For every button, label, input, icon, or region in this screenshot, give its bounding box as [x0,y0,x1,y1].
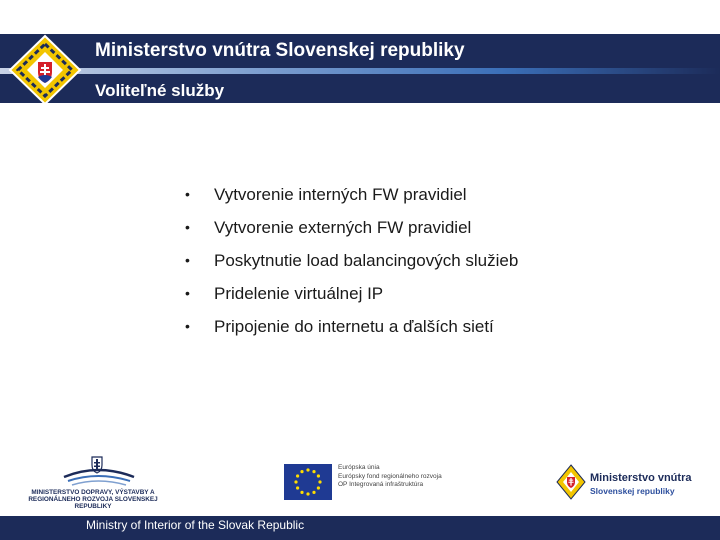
mdvrr-logo [28,455,158,511]
list-item-text: Vytvorenie interných FW pravidiel [214,185,467,204]
eu-flag-icon [284,464,332,500]
organization-title: Ministerstvo vnútra Slovenskej republiky [95,40,465,61]
slide-title: Voliteľné služby [95,81,225,100]
list-item-text: Pridelenie virtuálnej IP [214,284,384,303]
eu-text-block [338,464,448,490]
list-item-text: Poskytnutie load balancingových služieb [214,251,519,270]
list-item-text: Pripojenie do internetu a ďalších sietí [214,317,494,336]
eu-line: Európsky fond regionálneho rozvoja [338,472,442,480]
eu-logo [284,462,444,502]
list-item [185,211,605,244]
eu-line: OP Integrovaná infraštruktúra [338,481,424,488]
list-item [185,244,605,277]
list-item-text: Vytvorenie externých FW pravidiel [214,218,472,237]
bullet-icon: • [185,252,190,268]
eu-line: Európska únia [338,464,380,471]
bullet-icon: • [185,318,190,334]
ministry-emblem-small-icon [556,464,586,500]
ministry-footer-logo [556,464,706,504]
ministry-logo-line1: Ministerstvo vnútra [590,472,692,484]
list-item [185,310,605,343]
bullet-icon: • [185,219,190,235]
header-stripe [0,68,720,74]
ministry-logo-line2: Slovenskej republiky [590,486,675,496]
mdvrr-emblem-icon [28,455,158,489]
mdvrr-caption: MINISTERSTVO DOPRAVY, VÝSTAVBY A REGIONÁLNEHO ROZVOJA SLOVENSKEJ REPUBLIKY [28,489,158,510]
bullet-icon: • [185,186,190,202]
footer-text: Ministry of Interior of the Slovak Republic [86,518,305,532]
ministry-emblem-logo [8,34,82,106]
list-item [185,277,605,310]
services-list [185,178,605,343]
bullet-icon: • [185,285,190,301]
list-item [185,178,605,211]
